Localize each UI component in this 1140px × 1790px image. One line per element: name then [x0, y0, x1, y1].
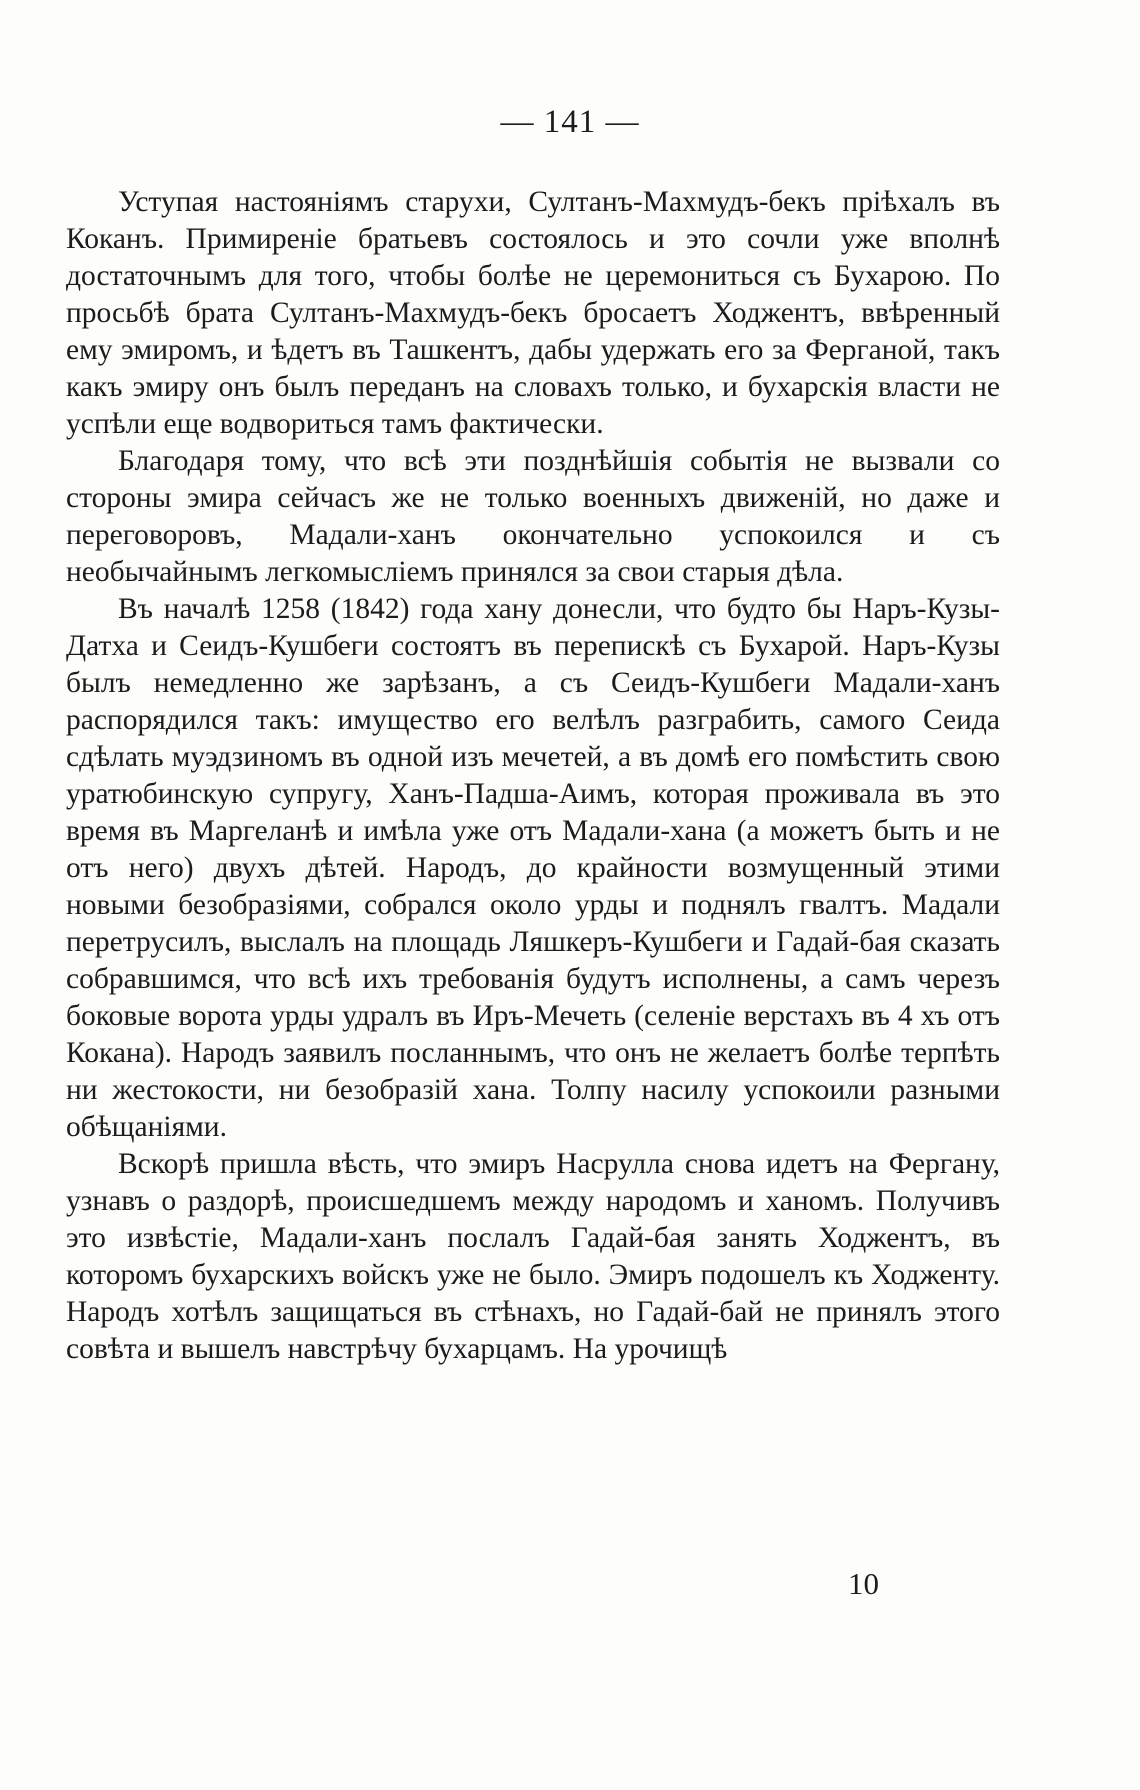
body-text — [66, 184, 1000, 1368]
paragraph-3: Въ началѣ 1258 (1842) года хану донесли, что будто бы Наръ-Кузы-Датха и Сеидъ-Кушбеги состоятъ въ перепискѣ съ Бухарой. Наръ-Кузы былъ немедленно же зарѣзанъ, а съ Сеидъ-Кушбеги Мадали-ханъ распорядился такъ: имущество его велѣлъ разграбить, самого Сеида сдѣлать муэдзиномъ въ одной изъ мечетей, а въ домѣ его помѣстить свою уратюбинскую супругу, Ханъ-Падша-Аимъ, которая проживала въ это время въ Маргеланѣ и имѣла уже отъ Мадали-хана (а можетъ быть и не отъ него) двухъ дѣтей. Народъ, до крайности возмущенный этими новыми безобразіями, собрался около урды и поднялъ гвалтъ. Мадали перетрусилъ, выслалъ на площадь Ляшкеръ-Кушбеги и Гадай-бая сказать собравшимся, что всѣ ихъ требованія будутъ исполнены, а самъ черезъ боковые ворота урды удралъ въ Иръ-Мечеть (селеніе верстахъ въ 4 хъ отъ Кокана). Народъ заявилъ посланнымъ, что онъ не желаетъ болѣе терпѣть ни жестокости, ни безобразій хана. Толпу насилу успокоили разными обѣщаніями. — [66, 593, 1000, 1143]
signature-mark: 10 — [848, 1566, 879, 1601]
paragraph-1: Уступая настояніямъ старухи, Султанъ-Махмудъ-бекъ пріѣхалъ въ Коканъ. Примиреніе братьевъ состоялось и это сочли уже вполнѣ достаточнымъ для того, чтобы болѣе не церемониться съ Бухарою. По просьбѣ брата Султанъ-Махмудъ-бекъ бросаетъ Ходжентъ, ввѣренный ему эмиромъ, и ѣдетъ въ Ташкентъ, дабы удержать его за Ферганой, такъ какъ эмиру онъ былъ переданъ на словахъ только, и бухарскія власти не успѣли еще водвориться тамъ фактически. — [66, 186, 1000, 440]
paragraph-2: Благодаря тому, что всѣ эти позднѣйшія событія не вызвали со стороны эмира сейчасъ же не только военныхъ движеній, но даже и переговоровъ, Мадали-ханъ окончательно успокоился и съ необычайнымъ легкомысліемъ принялся за свои старыя дѣла. — [66, 445, 1000, 588]
paragraph-4: Вскорѣ пришла вѣсть, что эмиръ Насрулла снова идетъ на Фергану, узнавъ о раздорѣ, происшедшемъ между народомъ и ханомъ. Получивъ это извѣстіе, Мадали-ханъ послалъ Гадай-бая занять Ходжентъ, въ которомъ бухарскихъ войскъ уже не было. Эмиръ подошелъ къ Ходженту. Народъ хотѣлъ защищаться въ стѣнахъ, но Гадай-бай не принялъ этого совѣта и вышелъ навстрѣчу бухарцамъ. На урочищѣ — [66, 1148, 1000, 1365]
page-number: — 141 — — [500, 104, 640, 140]
